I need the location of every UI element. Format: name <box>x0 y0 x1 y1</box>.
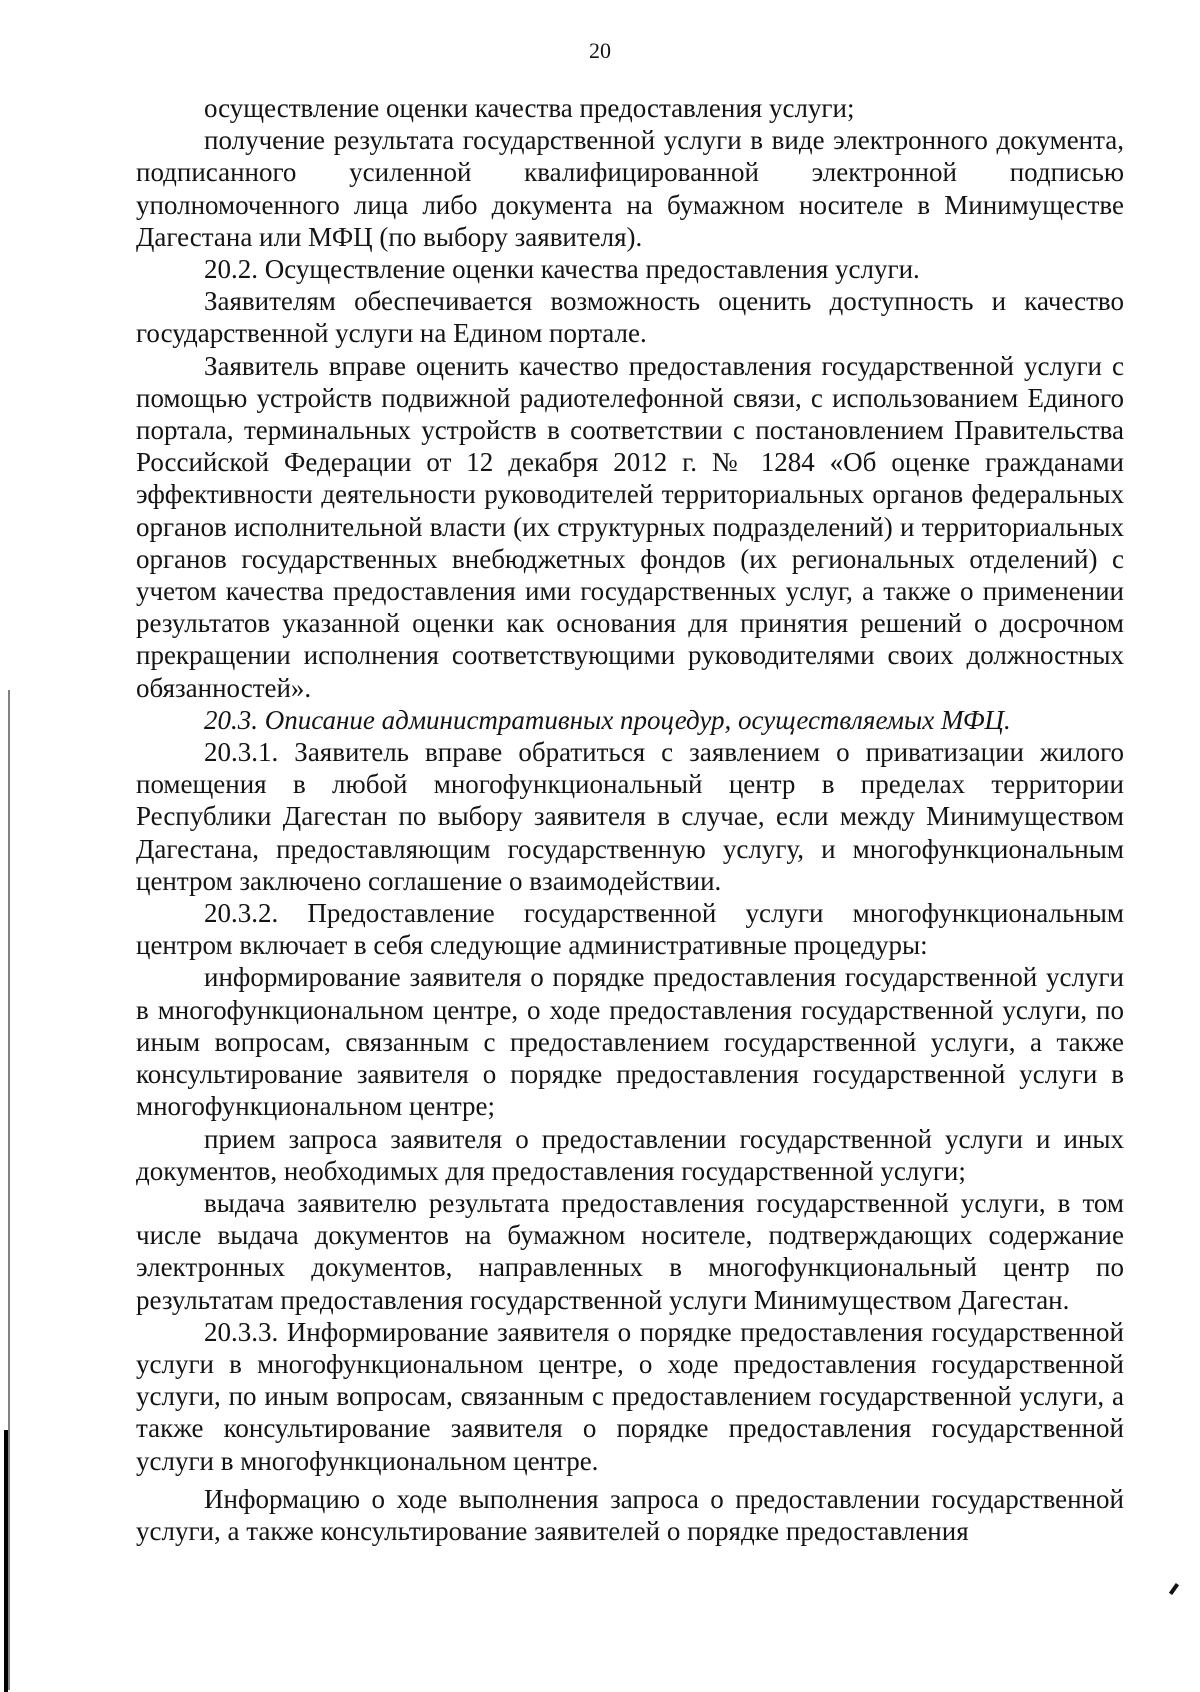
paragraph-item-informing: информирование заявителя о порядке предоставления государственной услуги в многофункциональном центре, о ходе предоставления государственной услуги, по иным вопросам, связанным с предоставлением государственной услуги, а также консультирование заявителя о порядке предоставления государственной услуги в многофункциональном центре; <box>136 962 1124 1122</box>
page-number: 20 <box>589 38 611 63</box>
document-body <box>136 92 1124 1547</box>
paragraph-portal-rating: Заявителям обеспечивается возможность оценить доступность и качество государственной услуги на Едином портале. <box>136 286 1124 349</box>
scan-edge-line <box>8 690 10 1690</box>
paragraph-request-info: Информацию о ходе выполнения запроса о предоставлении государственной услуги, а также консультирование заявителей о порядке предоставления <box>136 1483 1124 1546</box>
paragraph-item-result: получение результата государственной услуги в виде электронного документа, подписанного усиленной квалифицированной электронной подписью уполномоченного лица либо документа на бумажном носителе в Минимуществе Дагестана или МФЦ (по выбору заявителя). <box>136 125 1124 252</box>
paragraph-item-issuance: выдача заявителю результата предоставления государственной услуги, в том числе выдача документов на бумажном носителе, подтверждающих содержание электронных документов, направленных в многофункциональный центр по результатам предоставления государственной услуги Минимуществом Дагестан. <box>136 1187 1124 1315</box>
paragraph-20-3-3: 20.3.3. Информирование заявителя о порядке предоставления государственной услуги в многофункциональном центре, о ходе предоставления государственной услуги, по иным вопросам, связанным с предоставлением государственной услуги, а также консультирование заявителя о порядке предоставления государственной услуги в многофункциональном центре. <box>136 1316 1124 1476</box>
scan-edge-shadow <box>4 1430 8 1692</box>
paragraph-rating-devices: Заявитель вправе оценить качество предоставления государственной услуги с помощью устройств подвижной радиотелефонной связи, с использованием Единого портала, терминальных устройств в соответствии с постановлением Правительства Российской Федерации от 12 декабря 2012 г. № 1284 «Об оценке гражданами эффективности деятельности руководителей территориальных органов федеральных органов исполнительной власти (их структурных подразделений) и территориальных органов государственных внебюджетных фондов (их региональных отделений) с учетом качества предоставления ими государственных услуг, а также о применении результатов указанной оценки как основания для принятия решений о досрочном прекращении исполнения соответствующими руководителями своих должностных обязанностей». <box>136 350 1124 703</box>
paragraph-item-request: прием запроса заявителя о предоставлении государственной услуги и иных документов, необходимых для предоставления государственной услуги; <box>136 1123 1124 1186</box>
paragraph-item-quality: осуществление оценки качества предоставления услуги; <box>204 93 855 123</box>
paragraph-20-3-1: 20.3.1. Заявитель вправе обратиться с заявлением о приватизации жилого помещения в любой многофункциональный центр в пределах территории Республики Дагестан по выбору заявителя в случае, если между Минимуществом Дагестана, предоставляющим государственную услугу, и многофункциональным центром заключено соглашение о взаимодействии. <box>136 737 1124 896</box>
section-heading-20-2: 20.2. Осуществление оценки качества предоставления услуги. <box>204 254 920 285</box>
section-heading-20-3: 20.3. Описание административных процедур, осуществляемых МФЦ. <box>204 704 1011 735</box>
scan-mark <box>1169 1583 1179 1595</box>
paragraph-20-3-2: 20.3.2. Предоставление государственной услуги многофункциональным центром включает в себя следующие административные процедуры: <box>136 898 1124 961</box>
